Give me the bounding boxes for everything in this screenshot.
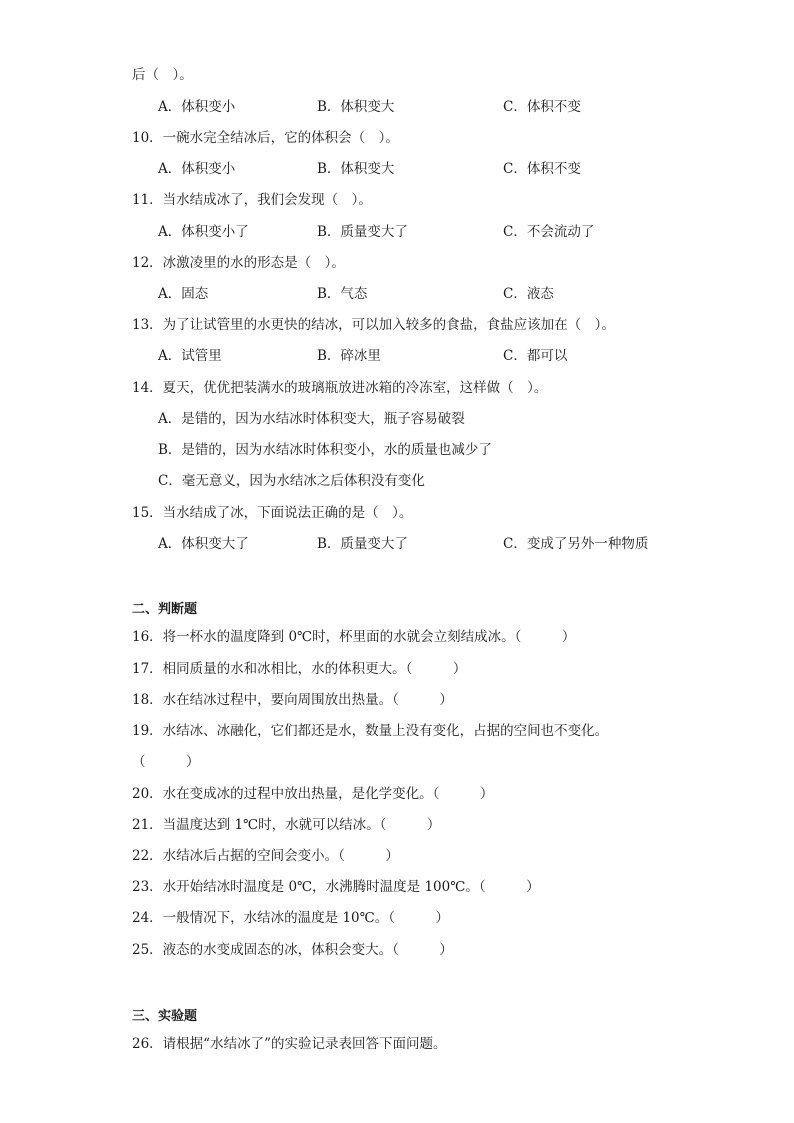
q15-option-b: B．质量变大了 (317, 536, 408, 552)
q14-option-b: B．是错的，因为水结冰时体积变小，水的质量也减少了 (158, 442, 492, 458)
q10-option-c: C．体积不变 (503, 161, 581, 177)
judgment-item: 21．当温度达到 1℃时，水就可以结冰。（ ） (132, 817, 441, 833)
q9-option-b: B．体积变大 (317, 99, 395, 115)
q12-option-b: B．气态 (317, 286, 368, 302)
judgment-item: 22．水结冰后占据的空间会变小。（ ） (132, 848, 399, 864)
judgment-item: 18．水在结冰过程中，要向周围放出热量。（ ） (132, 692, 453, 708)
q12-option-a: A．固态 (158, 286, 209, 302)
q11-stem: 11．当水结成冰了，我们会发现（ ）。 (132, 192, 372, 208)
section-experiment-title: 三、实验题 (132, 1009, 198, 1024)
q10-option-b: B．体积变大 (317, 161, 395, 177)
q13-option-a: A．试管里 (158, 348, 222, 364)
q15-stem: 15．当水结成了冰，下面说法正确的是（ ）。 (132, 505, 413, 521)
q12-option-c: C．液态 (503, 286, 554, 302)
q9-option-c: C．体积不变 (503, 99, 581, 115)
judgment-item: 25．液态的水变成固态的冰，体积会变大。（ ） (132, 942, 453, 958)
q14-option-c: C．毫无意义，因为水结冰之后体积没有变化 (158, 473, 425, 489)
section-judgment-title: 二、判断题 (132, 602, 198, 617)
q13-option-b: B．碎冰里 (317, 348, 381, 364)
q15-option-c: C．变成了另外一种物质 (503, 536, 649, 552)
q9-option-a: A．体积变小 (158, 99, 236, 115)
q9-stem-continuation: 后（ ）。 (132, 67, 193, 83)
judgment-item: 23．水开始结冰时温度是 0℃，水沸腾时温度是 100℃。（ ） (132, 879, 540, 895)
q13-stem: 13．为了让试管里的水更快的结冰，可以加入较多的食盐，食盐应该加在（ ）。 (132, 317, 615, 333)
q15-option-a: A．体积变大了 (158, 536, 249, 552)
q11-option-a: A．体积变小了 (158, 224, 249, 240)
q12-stem: 12．冰激凌里的水的形态是（ ）。 (132, 255, 345, 271)
q13-option-c: C．都可以 (503, 348, 568, 364)
judgment-item: 24．一般情况下，水结冰的温度是 10℃。（ ） (132, 910, 449, 926)
judgment-item: 16．将一杯水的温度降到 0℃时，杯里面的水就会立刻结成冰。（ ） (132, 629, 576, 645)
q14-option-a: A．是错的，因为水结冰时体积变大，瓶子容易破裂 (158, 411, 465, 427)
q10-option-a: A．体积变小 (158, 161, 236, 177)
judgment-item-continuation: （ ） (132, 754, 200, 770)
q11-option-c: C．不会流动了 (503, 224, 595, 240)
q11-option-b: B．质量变大了 (317, 224, 408, 240)
judgment-item: 17．相同质量的水和冰相比，水的体积更大。（ ） (132, 661, 467, 677)
judgment-item: 19．水结冰、冰融化，它们都还是水，数量上没有变化，占据的空间也不变化。 (132, 723, 609, 739)
judgment-item: 20．水在变成冰的过程中放出热量，是化学变化。（ ） (132, 786, 494, 802)
q26-stem: 26．请根据“水结冰了”的实验记录表回答下面问题。 (132, 1036, 447, 1052)
q14-stem: 14．夏天，优优把装满水的玻璃瓶放进冰箱的冷冻室，这样做（ ）。 (132, 380, 548, 396)
q10-stem: 10．一碗水完全结冰后，它的体积会（ ）。 (132, 130, 399, 146)
